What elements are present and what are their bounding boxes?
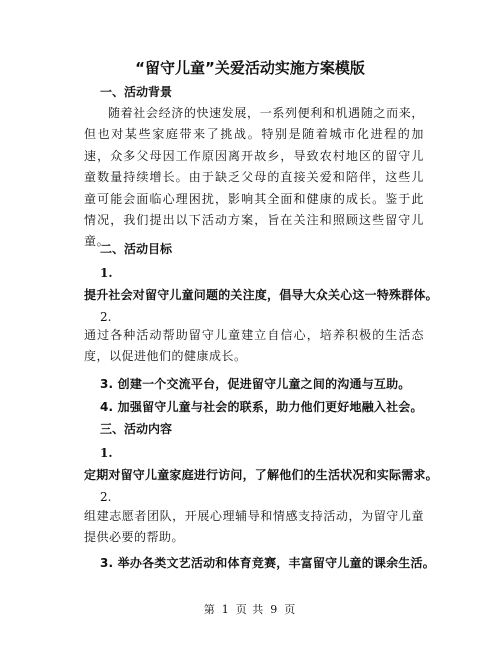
footer-suffix: 页 — [284, 603, 297, 616]
footer-total-pages: 9 — [270, 603, 279, 616]
footer-mid: 页 共 — [235, 603, 265, 616]
goal-1-text: 提升社会对留守儿童问题的关注度，倡导大众关心这一特殊群体。 — [84, 288, 438, 302]
page-footer — [0, 603, 500, 617]
content-3-text: 3. 举办各类文艺活动和体育竞赛，丰富留守儿童的课余生活。 — [100, 556, 435, 570]
section-heading-background: 一、活动背景 — [100, 85, 173, 99]
goal-2-number: 2. — [100, 310, 112, 324]
goal-1-number: 1. — [100, 266, 113, 280]
content-1-text: 定期对留守儿童家庭进行访问，了解他们的生活状况和实际需求。 — [84, 468, 438, 482]
document-title: “留守儿童”关爱活动实施方案模版 — [135, 59, 365, 77]
content-2-text: 组建志愿者团队，开展心理辅导和情感支持活动，为留守儿童提供必要的帮助。 — [84, 509, 424, 544]
goal-4-text: 4. 加强留守儿童与社会的联系，助力他们更好地融入社会。 — [100, 400, 423, 414]
section-heading-goals: 二、活动目标 — [100, 242, 173, 256]
footer-current-page: 1 — [221, 603, 230, 616]
goal-3-text: 3. 创建一个交流平台，促进留守儿童之间的沟通与互助。 — [100, 377, 411, 391]
footer-prefix: 第 — [203, 603, 216, 616]
content-1-number: 1. — [100, 446, 113, 460]
content-2-number: 2. — [100, 490, 112, 504]
goal-2-text: 通过各种活动帮助留守儿童建立自信心，培养积极的生活态度，以促进他们的健康成长。 — [84, 328, 424, 363]
background-paragraph: 随着社会经济的快速发展，一系列便利和机遇随之而来，但也对某些家庭带来了挑战。特别是随着城市化进程的加速，众多父母因工作原因离开故乡，导致农村地区的留守儿童数量持续增长。由于缺乏父母的直接关爱和陪伴，这些儿童可能会面临心理困扰，影响其全面和健康的成长。鉴于此情况，我们提出以下活动方案，旨在关注和照顾这些留守儿童。 — [84, 106, 424, 249]
section-heading-content: 三、活动内容 — [100, 422, 173, 436]
